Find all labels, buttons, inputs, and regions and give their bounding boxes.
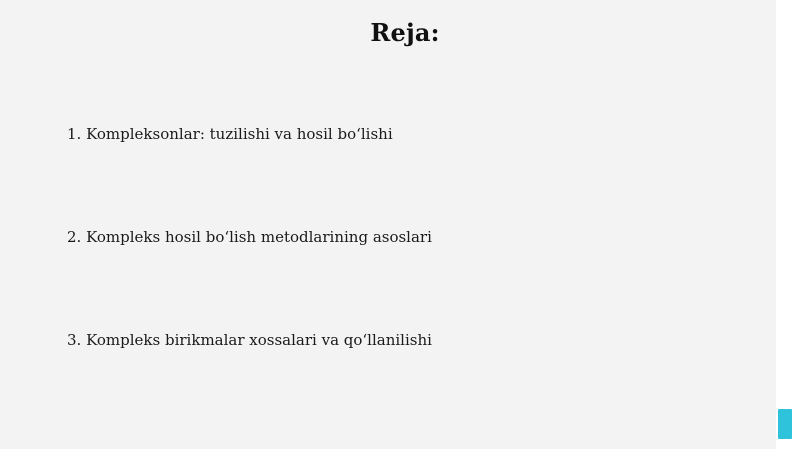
plan-item-number: 3. <box>67 331 82 349</box>
plan-item <box>67 331 432 349</box>
plan-item-text: Kompleksonlar: tuzilishi va hosil boʻlishi <box>86 125 393 143</box>
plan-item-text: Kompleks hosil boʻlish metodlarining asoslari <box>86 228 432 246</box>
plan-item <box>67 228 432 246</box>
plan-item-number: 2. <box>67 228 82 246</box>
vertical-scrollbar[interactable] <box>776 0 800 449</box>
plan-item <box>67 125 393 143</box>
slide-title: Reja: <box>370 18 440 47</box>
scrollbar-thumb[interactable] <box>778 409 792 439</box>
plan-item-number: 1. <box>67 125 82 143</box>
plan-item-text: Kompleks birikmalar xossalari va qoʻllanilishi <box>86 331 432 349</box>
